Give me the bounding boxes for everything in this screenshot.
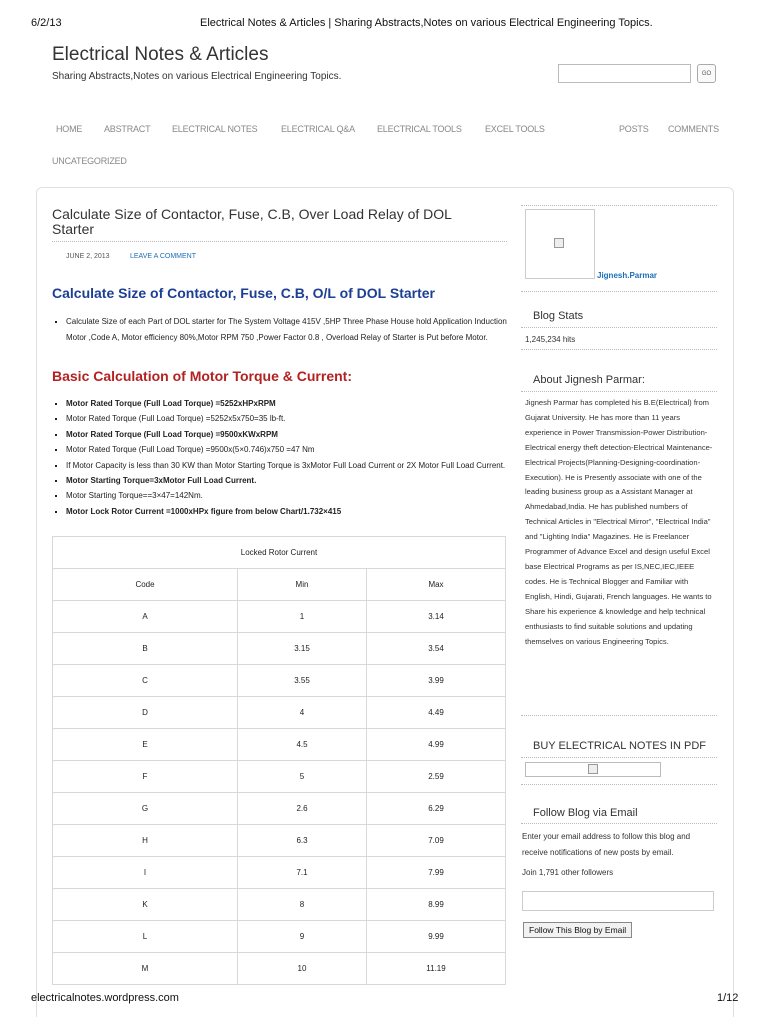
table-cell: 3.15 bbox=[238, 633, 367, 665]
calculation-list bbox=[56, 396, 516, 519]
table-cell: 10 bbox=[238, 953, 367, 985]
table-cell: 2.59 bbox=[367, 761, 506, 793]
nav-electrical-notes[interactable]: ELECTRICAL NOTES bbox=[172, 124, 258, 134]
nav-electrical-qa[interactable]: ELECTRICAL Q&A bbox=[281, 124, 355, 134]
broken-image-icon bbox=[588, 764, 598, 774]
locked-rotor-table bbox=[52, 536, 506, 985]
list-item: ▪ Motor Rated Torque (Full Load Torque) =5252xHPxRPM bbox=[66, 396, 516, 411]
table-row bbox=[53, 697, 506, 729]
print-url: electricalnotes.wordpress.com bbox=[31, 992, 179, 1004]
table-row bbox=[53, 953, 506, 985]
table-row bbox=[53, 633, 506, 665]
table-cell: 5 bbox=[238, 761, 367, 793]
table-cell: L bbox=[53, 921, 238, 953]
table-cell: 2.6 bbox=[238, 793, 367, 825]
email-field[interactable] bbox=[522, 891, 714, 911]
site-tagline: Sharing Abstracts,Notes on various Electrical Engineering Topics. bbox=[52, 71, 342, 82]
about-text: Jignesh Parmar has completed his B.E(Electrical) from Gujarat University. He has more than 11 years experience in Power Transmission-Power Distribution-Electrical energy theft detection-Electrical Maintenance-Electrical Projects(Planning-Designing-coordination-Execution). He is Presently associate with one of the leading business group as a Assistant Manager at Ahmedabad,India. He has published numbers of Technical Articles in "Electrical Mirror", "Electrical India" and "Lighting India" Magazines. He is Freelancer Programmer of Advance Excel and design useful Excel base Electrical Programs as per IS,NEC,IEC,IEEE codes. He is Technical Blogger and Familiar with English, Hindi, Gujarati, French languages. He wants to Share his experience & knowledge and help technical enthusiasts to find suitable solutions and updating themselves on various Engineering Topics. bbox=[525, 398, 713, 646]
table-row bbox=[53, 761, 506, 793]
followers-count: Join 1,791 other followers bbox=[522, 868, 614, 877]
table-cell: E bbox=[53, 729, 238, 761]
table-cell: B bbox=[53, 633, 238, 665]
table-caption: Locked Rotor Current bbox=[53, 537, 506, 569]
print-title: Electrical Notes & Articles | Sharing Abstracts,Notes on various Electrical Engineering Topics. bbox=[200, 17, 653, 29]
table-cell: I bbox=[53, 857, 238, 889]
table-cell: 4.5 bbox=[238, 729, 367, 761]
nav-posts[interactable]: POSTS bbox=[619, 124, 649, 134]
table-cell: 8 bbox=[238, 889, 367, 921]
about-title: About Jignesh Parmar: bbox=[533, 374, 645, 386]
follow-button[interactable]: Follow This Blog by Email bbox=[523, 922, 632, 938]
table-header: Min bbox=[238, 569, 367, 601]
nav-excel-tools[interactable]: EXCEL TOOLS bbox=[485, 124, 545, 134]
table-cell: 7.1 bbox=[238, 857, 367, 889]
sidebar-divider bbox=[521, 757, 717, 758]
table-row bbox=[53, 793, 506, 825]
search-input[interactable] bbox=[558, 64, 691, 83]
nav-home[interactable]: HOME bbox=[56, 124, 83, 134]
table-cell: C bbox=[53, 665, 238, 697]
table-cell: 1 bbox=[238, 601, 367, 633]
table-cell: 11.19 bbox=[367, 953, 506, 985]
title-divider bbox=[52, 241, 507, 242]
sidebar-divider bbox=[521, 205, 717, 206]
table-row bbox=[53, 921, 506, 953]
author-link[interactable]: Jignesh.Parmar bbox=[597, 271, 658, 280]
sidebar-divider bbox=[521, 823, 717, 824]
table-body bbox=[53, 601, 506, 985]
table-cell: 4.49 bbox=[367, 697, 506, 729]
sidebar-divider bbox=[521, 291, 717, 292]
list-item: ▪ Motor Starting Torque=3xMotor Full Load Current. bbox=[66, 473, 516, 488]
list-item: ▪ Motor Rated Torque (Full Load Torque) =9500xKWxRPM bbox=[66, 427, 516, 442]
table-cell: G bbox=[53, 793, 238, 825]
list-item: ▪ Motor Starting Torque==3×47=142Nm. bbox=[66, 488, 516, 503]
table-row bbox=[53, 825, 506, 857]
nav-electrical-tools[interactable]: ELECTRICAL TOOLS bbox=[377, 124, 462, 134]
table-row bbox=[53, 665, 506, 697]
table-cell: K bbox=[53, 889, 238, 921]
table-row bbox=[53, 889, 506, 921]
nav-abstract[interactable]: ABSTRACT bbox=[104, 124, 151, 134]
follow-description: Enter your email address to follow this blog and receive notifications of new posts by email. bbox=[522, 832, 691, 857]
search-go-button[interactable]: GO bbox=[697, 64, 716, 83]
table-header: Max bbox=[367, 569, 506, 601]
print-date: 6/2/13 bbox=[31, 17, 62, 29]
table-cell: M bbox=[53, 953, 238, 985]
table-cell: 6.29 bbox=[367, 793, 506, 825]
nav-uncategorized[interactable]: UNCATEGORIZED bbox=[52, 156, 127, 166]
table-header: Code bbox=[53, 569, 238, 601]
table-row bbox=[53, 729, 506, 761]
table-cell: 7.99 bbox=[367, 857, 506, 889]
sidebar-divider bbox=[521, 784, 717, 785]
table-row bbox=[53, 601, 506, 633]
table-cell: 8.99 bbox=[367, 889, 506, 921]
table-cell: 9.99 bbox=[367, 921, 506, 953]
table-cell: A bbox=[53, 601, 238, 633]
list-item: ▪ Motor Lock Rotor Current =1000xHPx figure from below Chart/1.732×415 bbox=[66, 504, 516, 519]
leave-comment-link[interactable]: LEAVE A COMMENT bbox=[130, 253, 196, 260]
section-heading-calculation: Basic Calculation of Motor Torque & Current: bbox=[52, 368, 352, 384]
list-item: ▪ If Motor Capacity is less than 30 KW than Motor Starting Torque is 3xMotor Full Load Current or 2X Motor Full Load Current. bbox=[66, 458, 516, 473]
section-heading-sizing: Calculate Size of Contactor, Fuse, C.B, O/L of DOL Starter bbox=[52, 285, 435, 301]
broken-image-icon bbox=[554, 238, 564, 248]
site-title[interactable]: Electrical Notes & Articles bbox=[52, 44, 269, 65]
table-cell: 3.99 bbox=[367, 665, 506, 697]
sidebar-divider bbox=[521, 391, 717, 392]
table-cell: D bbox=[53, 697, 238, 729]
sidebar-divider bbox=[521, 715, 717, 716]
nav-comments[interactable]: COMMENTS bbox=[668, 124, 719, 134]
table-cell: 3.54 bbox=[367, 633, 506, 665]
follow-title: Follow Blog via Email bbox=[533, 807, 638, 819]
buy-pdf-title: BUY ELECTRICAL NOTES IN PDF bbox=[533, 740, 706, 752]
list-item: ▪ Motor Rated Torque (Full Load Torque) =5252x5x750=35 lb-ft. bbox=[66, 411, 516, 426]
hits-count: 1,245,234 hits bbox=[525, 335, 576, 344]
table-row bbox=[53, 857, 506, 889]
post-title[interactable]: Calculate Size of Contactor, Fuse, C.B, Over Load Relay of DOL Starter bbox=[52, 206, 452, 237]
table-cell: 9 bbox=[238, 921, 367, 953]
table-cell: 6.3 bbox=[238, 825, 367, 857]
intro-list bbox=[56, 314, 516, 346]
intro-item: ▪ Calculate Size of each Part of DOL starter for The System Voltage 415V ,5HP Three Phase House hold Application Induction Motor ,Code A, Motor efficiency 80%,Motor RPM 750 ,Power Factor 0.8 , Overload Relay of Starter is Put before Motor. bbox=[66, 314, 516, 346]
table-cell: 4.99 bbox=[367, 729, 506, 761]
table-cell: 4 bbox=[238, 697, 367, 729]
table-cell: F bbox=[53, 761, 238, 793]
sidebar-divider bbox=[521, 349, 717, 350]
sidebar-divider bbox=[521, 327, 717, 328]
table-cell: 3.55 bbox=[238, 665, 367, 697]
list-item: ▪ Motor Rated Torque (Full Load Torque) =9500x(5×0.746)x750 =47 Nm bbox=[66, 442, 516, 457]
table-cell: H bbox=[53, 825, 238, 857]
table-cell: 3.14 bbox=[367, 601, 506, 633]
post-date: JUNE 2, 2013 bbox=[66, 253, 110, 260]
blog-stats-title: Blog Stats bbox=[533, 310, 584, 322]
table-cell: 7.09 bbox=[367, 825, 506, 857]
print-page-number: 1/12 bbox=[717, 992, 739, 1004]
